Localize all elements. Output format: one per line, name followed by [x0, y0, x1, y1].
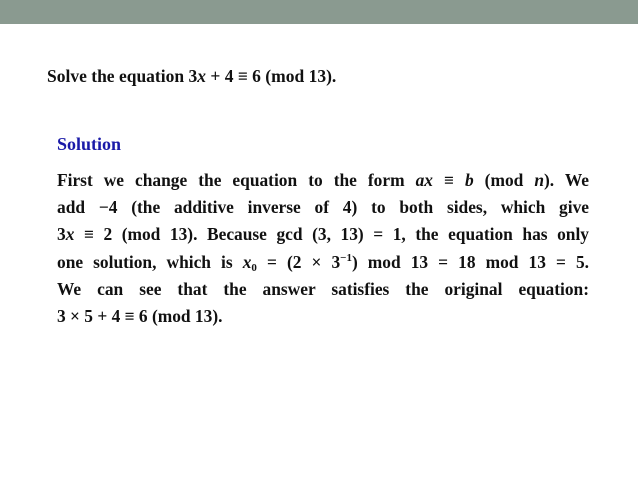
solution-line-6: 3 × 5 + 4 ≡ 6 (mod 13). [57, 305, 223, 326]
solution-line-1: First we change the equation to the form ax ≡ b (mod n). We [57, 170, 590, 190]
solution-line-2: add −4 (the additive inverse of 4) to both sides, which give [57, 197, 589, 218]
solution-heading: Solution [57, 134, 122, 154]
problem-statement: Solve the equation 3x + 4 ≡ 6 (mod 13). [47, 66, 337, 86]
solution-line-5: We can see that the answer satisfies the original equation: [57, 278, 589, 299]
solution-line-4: one solution, which is $x_0 = (2 \times 3^{-1})$ mod 13 = 18 mod 13 = 5. [57, 251, 589, 274]
solution-line-3: 3x ≡ 2 (mod 13). Because gcd (3, 13) = 1, the equation has only [57, 224, 589, 245]
top-accent-bar [0, 0, 638, 24]
solution-text [57, 167, 589, 330]
